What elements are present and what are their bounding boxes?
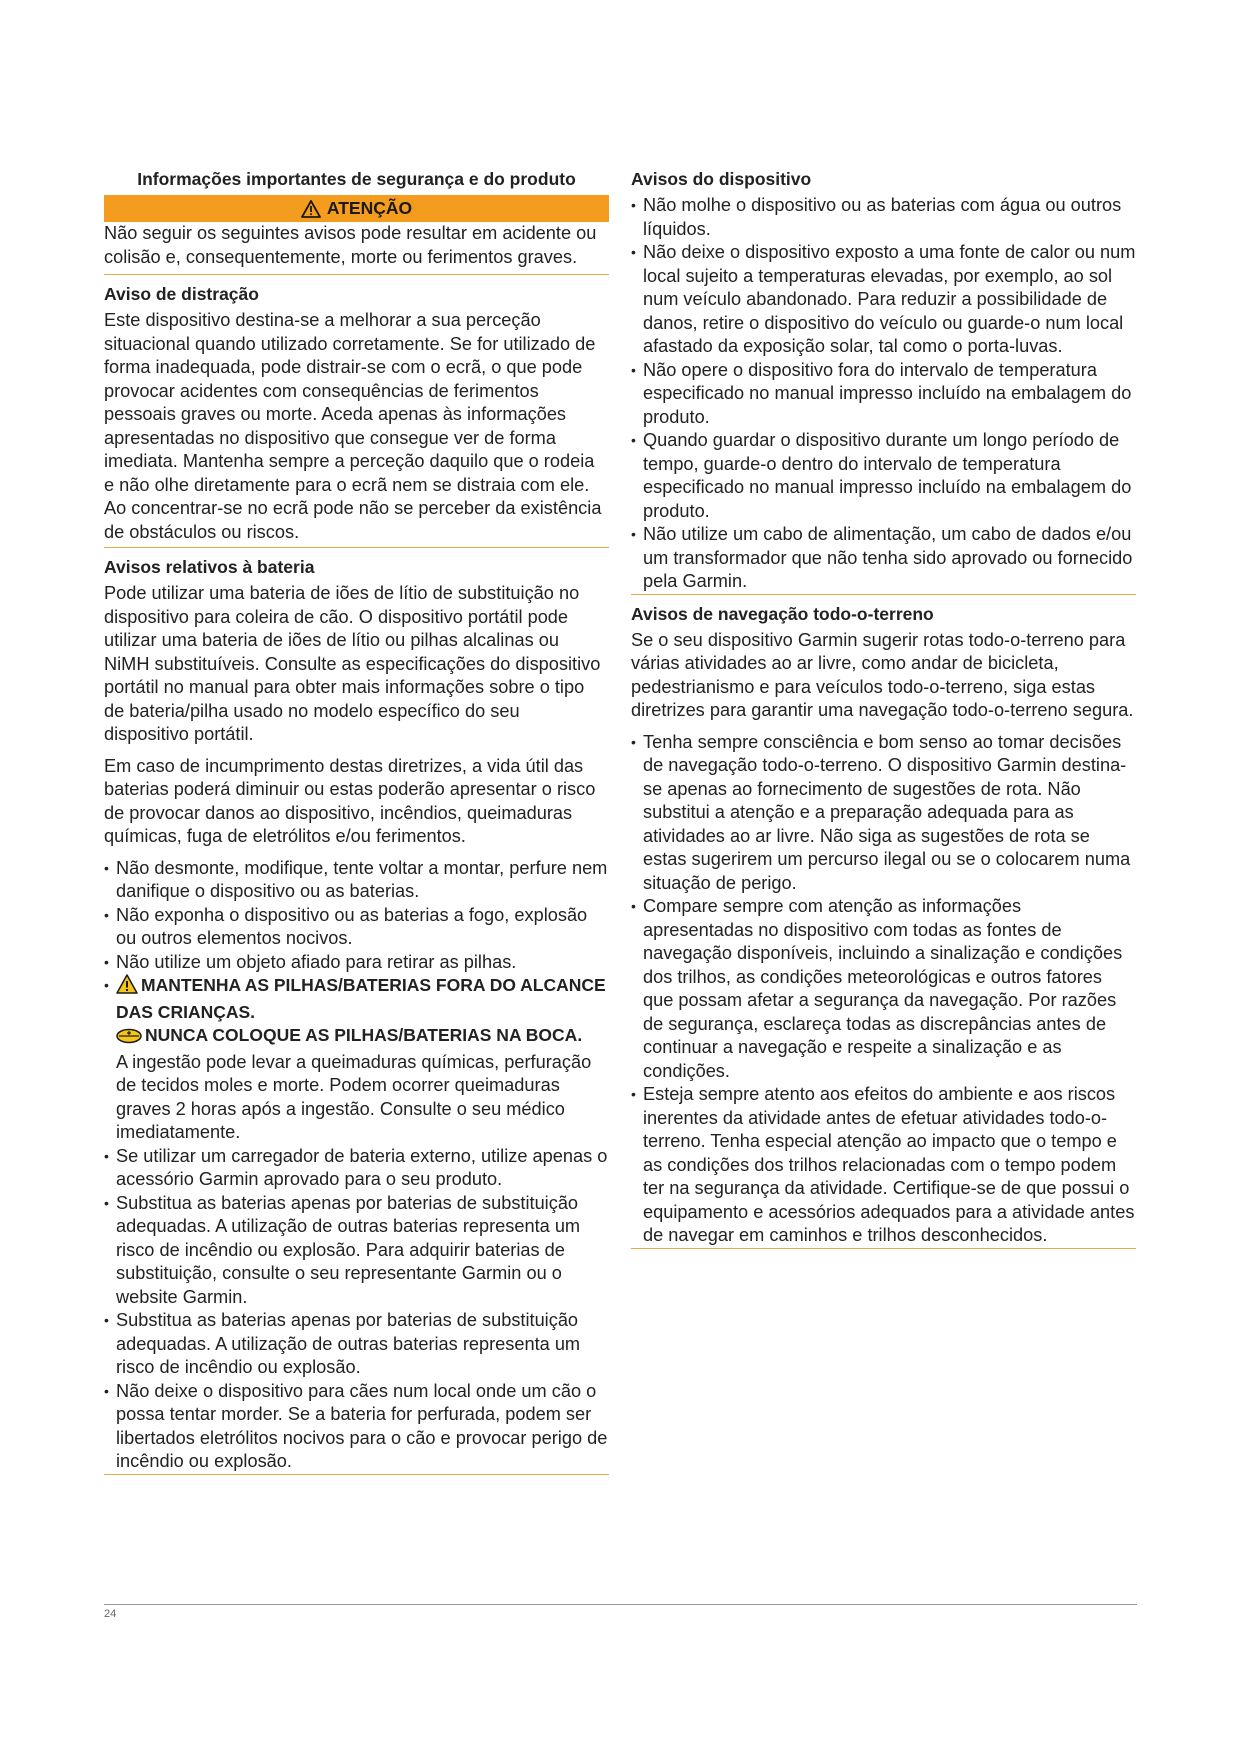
list-item-children-warning xyxy=(104,974,609,1145)
offroad-intro: Se o seu dispositivo Garmin sugerir rotas todo-o-terreno para várias atividades ao ar livre, como andar de bicicleta, pedestrianismo e para veículos todo-o-terreno, siga estas diretrizes para garantir uma navegação todo-o-terreno segura. xyxy=(631,629,1134,720)
list-item: • Não molhe o dispositivo ou as baterias com água ou outros líquidos. xyxy=(631,194,1136,241)
coin-battery-icon xyxy=(116,1027,142,1051)
list-item: • Não deixe o dispositivo exposto a uma fonte de calor ou num local sujeito a temperaturas elevadas, por exemplo, ao sol num veículo abandonado. Para reduzir a possibilidade de danos, retire o dispositivo do veículo ou guarde-o num local afastado da exposição solar, tal como o porta-luvas. xyxy=(631,241,1136,359)
attention-label: ATENÇÃO xyxy=(326,198,413,218)
attention-text: Não seguir os seguintes avisos pode resultar em acidente ou colisão e, consequentemente, morte ou ferimentos graves. xyxy=(104,223,597,267)
footer-rule xyxy=(104,1604,1137,1605)
battery-bullet-list xyxy=(104,857,609,1475)
hazard-warning-icon xyxy=(116,974,138,1001)
device-bullet-list xyxy=(631,194,1136,595)
list-item: • Substitua as baterias apenas por baterias de substituição adequadas. A utilização de outras baterias representa um risco de incêndio ou explosão. xyxy=(104,1309,609,1380)
battery-para-2: Em caso de incumprimento destas diretrizes, a vida útil das baterias poderá diminuir ou estas poderão apresentar o risco de provocar danos ao dispositivo, incêndios, queimaduras químicas, fuga de eletrólitos e/ou ferimentos. xyxy=(104,755,596,846)
list-item: • Não deixe o dispositivo para cães num local onde um cão o possa tentar morder. Se a bateria for perfurada, podem ser libertados eletrólitos nocivos para o cão e provocar perigo de incêndio ou explosão. xyxy=(104,1380,609,1474)
device-warnings-heading: Avisos do dispositivo xyxy=(631,169,812,189)
right-column xyxy=(631,168,1136,1249)
list-item: • Esteja sempre atento aos efeitos do ambiente e aos riscos inerentes da atividade antes de efetuar atividades todo-o-terreno. Tenha especial atenção ao impacto que o tempo e as condições dos trilhos relacionadas com o tempo podem ter na segurança da atividade. Certifique-se de que possui o equipamento e acessórios adequados para a atividade antes de navegar em caminhos e trilhos desconhecidos. xyxy=(631,1083,1136,1248)
page-title: Informações importantes de segurança e do produto xyxy=(137,169,576,189)
offroad-bullet-list xyxy=(631,731,1136,1249)
left-column xyxy=(104,168,609,1475)
list-item: • Não utilize um objeto afiado para retirar as pilhas. xyxy=(104,951,609,975)
list-item: • Não desmonte, modifique, tente voltar a montar, perfure nem danifique o dispositivo ou as baterias. xyxy=(104,857,609,904)
attention-banner xyxy=(104,195,609,222)
page-number: 24 xyxy=(104,1608,117,1620)
distraction-heading: Aviso de distração xyxy=(104,284,259,304)
list-item: • Substitua as baterias apenas por baterias de substituição adequadas. A utilização de outras baterias representa um risco de incêndio ou explosão. Para adquirir baterias de substituição, consulte o seu representante Garmin ou o website Garmin. xyxy=(104,1192,609,1310)
list-item: • Compare sempre com atenção as informações apresentadas no dispositivo com todas as fontes de navegação disponíveis, incluindo a sinalização e condições dos trilhos, as condições meteorológicas e outros fatores que possam afetar a segurança da navegação. Por razões de segurança, esclareça todas as discrepâncias antes de continuar a navegação e respeite a sinalização e as condições. xyxy=(631,895,1136,1083)
warning-triangle-icon xyxy=(301,200,321,218)
list-item: • Quando guardar o dispositivo durante um longo período de tempo, guarde-o dentro do intervalo de temperatura especificado no manual impresso incluído na embalagem do produto. xyxy=(631,429,1136,523)
children-warning-caps: MANTENHA AS PILHAS/BATERIAS FORA DO ALCANCE DAS CRIANÇAS. xyxy=(116,975,606,1022)
list-item: • Não utilize um cabo de alimentação, um cabo de dados e/ou um transformador que não tenha sido aprovado ou fornecido pela Garmin. xyxy=(631,523,1136,594)
battery-para-1: Pode utilizar uma bateria de iões de lítio de substituição no dispositivo para coleira de cão. O dispositivo portátil pode utilizar uma bateria de iões de lítio ou pilhas alcalinas ou NiMH substituíveis. Consulte as especificações do dispositivo portátil no manual para obter mais informações sobre o tipo de bateria/pilha usado no modelo específico do seu dispositivo portátil. xyxy=(104,583,601,744)
list-item: • Se utilizar um carregador de bateria externo, utilize apenas o acessório Garmin aprovado para o seu produto. xyxy=(104,1145,609,1192)
mouth-warning-caps: NUNCA COLOQUE AS PILHAS/BATERIAS NA BOCA. xyxy=(145,1025,583,1045)
battery-heading: Avisos relativos à bateria xyxy=(104,557,315,577)
list-item: • Não opere o dispositivo fora do intervalo de temperatura especificado no manual impresso incluído na embalagem do produto. xyxy=(631,359,1136,430)
offroad-heading: Avisos de navegação todo-o-terreno xyxy=(631,603,934,624)
list-item: • Tenha sempre consciência e bom senso ao tomar decisões de navegação todo-o-terreno. O dispositivo Garmin destina-se apenas ao fornecimento de sugestões de rota. Não substitui a atenção e a preparação adequada para as atividades ao ar livre. Não siga as sugestões de rota se estas sugerirem um percurso ilegal ou se o colocarem numa situação de perigo. xyxy=(631,731,1136,896)
ingestion-warning-text: A ingestão pode levar a queimaduras químicas, perfuração de tecidos moles e morte. Podem ocorrer queimaduras graves 2 horas após a ingestão. Consulte o seu médico imediatamente. xyxy=(116,1051,592,1142)
distraction-text: Este dispositivo destina-se a melhorar a sua perceção situacional quando utilizado corretamente. Se for utilizado de forma inadequada, pode distrair-se com o ecrã, o que pode provocar acidentes com consequências de ferimentos pessoais graves ou morte. Aceda apenas às informações apresentadas no dispositivo que consegue ver de forma imediata. Mantenha sempre a perceção daquilo que o rodeia e não olhe diretamente para o ecrã nem se distraia com ele. Ao concentrar-se no ecrã pode não se perceber da existência de obstáculos ou riscos. xyxy=(104,309,609,548)
list-item: • Não exponha o dispositivo ou as baterias a fogo, explosão ou outros elementos nocivos. xyxy=(104,904,609,951)
